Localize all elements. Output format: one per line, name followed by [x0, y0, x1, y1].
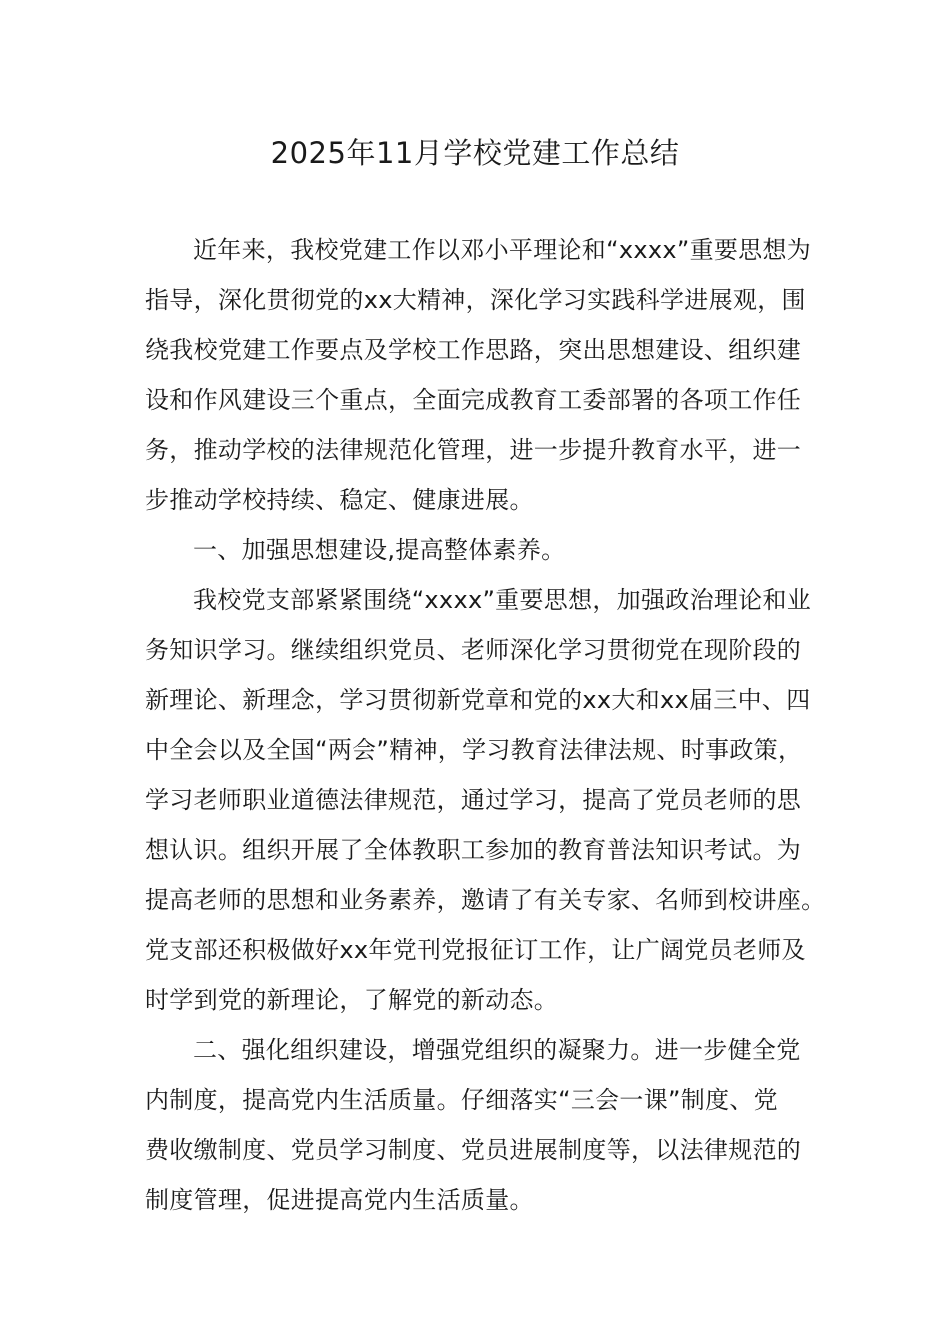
paragraph-line: 近年来，我校党建工作以邓小平理论和“xxxx”重要思想为 [193, 236, 812, 264]
paragraph-line: 费收缴制度、党员学习制度、党员进展制度等，以法律规范的 [145, 1136, 802, 1164]
paragraph-line: 新理论、新理念，学习贯彻新党章和党的xx大和xx届三中、四 [145, 686, 811, 714]
section-heading: 一、加强思想建设,提高整体素养。 [193, 536, 566, 564]
paragraph-line: 我校党支部紧紧围绕“xxxx”重要思想，加强政治理论和业 [193, 586, 812, 614]
paragraph-line: 提高老师的思想和业务素养，邀请了有关专家、名师到校讲座。 [145, 886, 826, 914]
section-heading: 二、强化组织建设，增强党组织的凝聚力。进一步健全党 [193, 1036, 801, 1064]
paragraph-line: 步推动学校持续、稳定、健康进展。 [145, 486, 534, 514]
paragraph-line: 设和作风建设三个重点，全面完成教育工委部署的各项工作任 [145, 386, 802, 414]
paragraph-line: 绕我校党建工作要点及学校工作思路，突出思想建设、组织建 [145, 336, 802, 364]
paragraph-line: 学习老师职业道德法律规范，通过学习，提高了党员老师的思 [145, 786, 802, 814]
paragraph-line: 制度管理，促进提高党内生活质量。 [145, 1186, 534, 1214]
paragraph-line: 时学到党的新理论，了解党的新动态。 [145, 986, 559, 1014]
paragraph-line: 务知识学习。继续组织党员、老师深化学习贯彻党在现阶段的 [145, 636, 802, 664]
paragraph-line: 中全会以及全国“两会”精神，学习教育法律法规、时事政策， [145, 736, 803, 764]
paragraph-line: 想认识。组织开展了全体教职工参加的教育普法知识考试。为 [145, 836, 802, 864]
paragraph-line: 务，推动学校的法律规范化管理，进一步提升教育水平，进一 [145, 436, 802, 464]
document-title: 2025年11月学校党建工作总结 [270, 136, 680, 170]
paragraph-line: 党支部还积极做好xx年党刊党报征订工作，让广阔党员老师及 [145, 936, 806, 964]
paragraph-line: 指导，深化贯彻党的xx大精神，深化学习实践科学进展观，围 [145, 286, 806, 314]
paragraph-line: 内制度，提高党内生活质量。仔细落实“三会一课”制度、党 [145, 1086, 778, 1114]
